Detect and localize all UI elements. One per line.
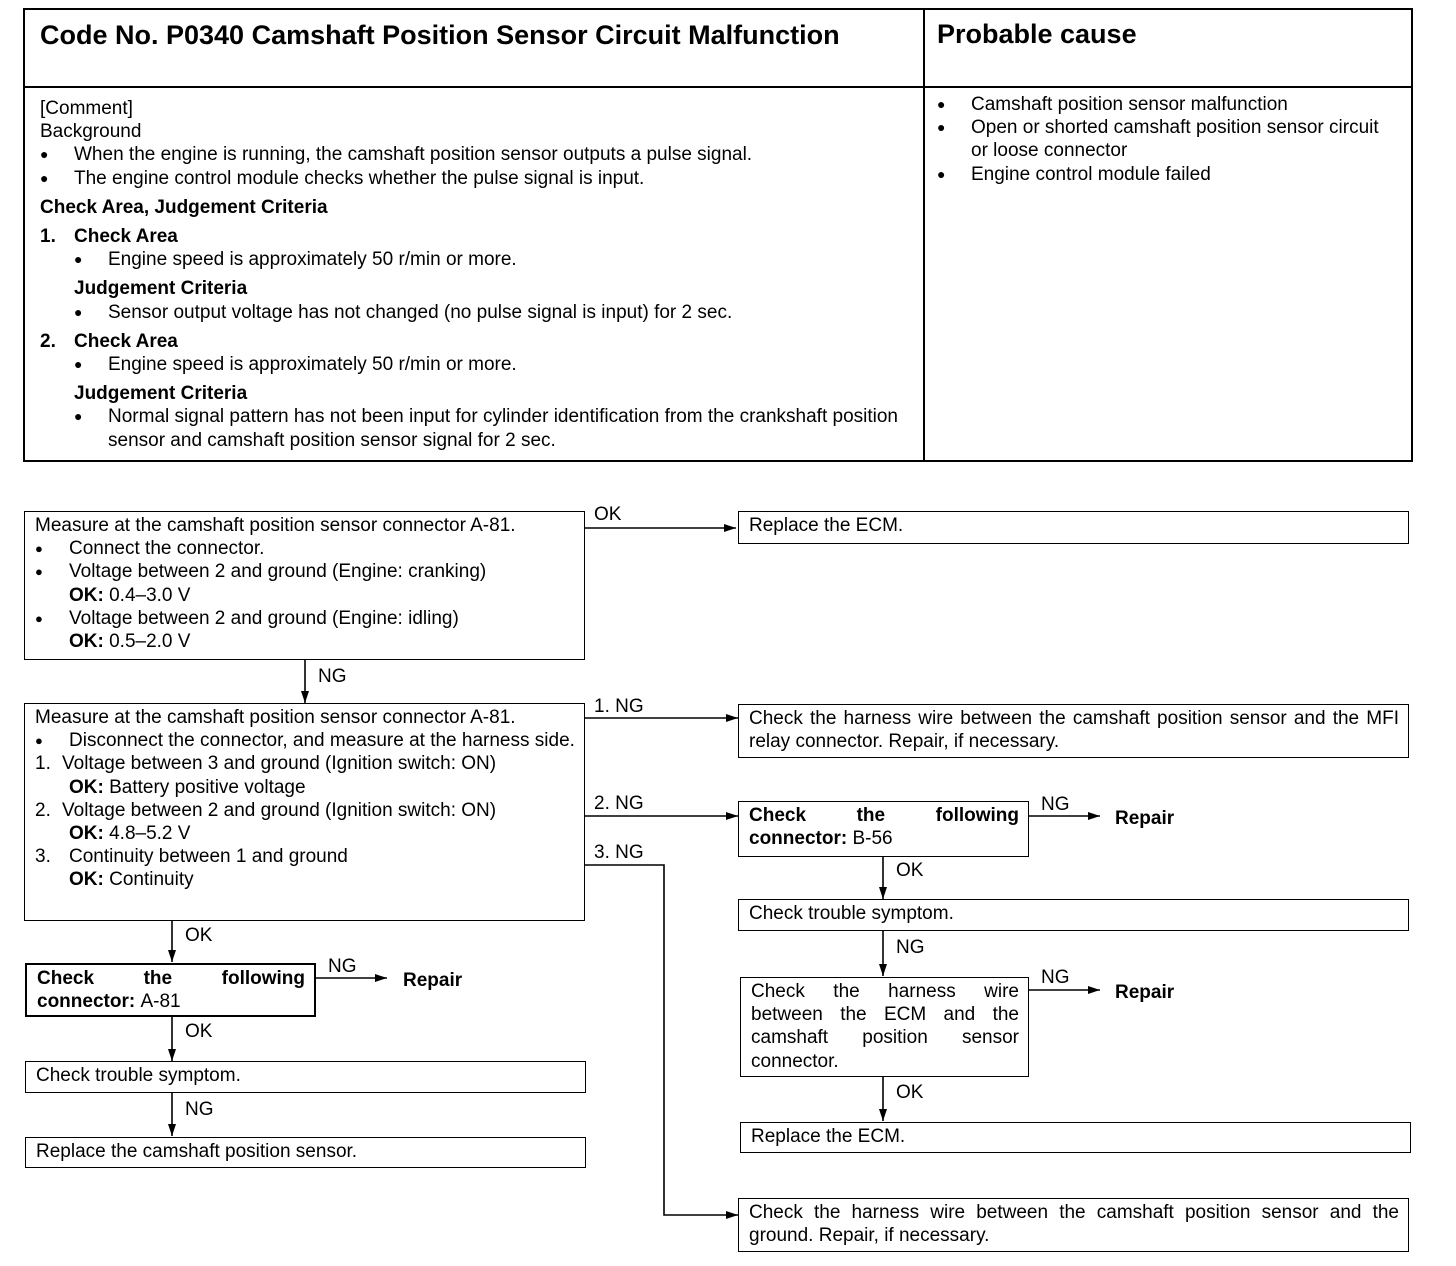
left-symptom-ng-label: NG: [185, 1099, 214, 1120]
b56-connector-value: B-56: [852, 828, 893, 850]
step2-ok-value: [35, 776, 575, 799]
ok-label: OK:: [69, 776, 104, 798]
cause-item: ● Camshaft position sensor malfunction: [937, 93, 1397, 116]
step2-item: [35, 845, 575, 868]
item-number: 3.: [35, 846, 51, 868]
ng3-label: 3. NG: [594, 842, 644, 863]
table-column-divider: [923, 10, 925, 460]
judgement-criteria-label: Judgement Criteria: [74, 278, 248, 300]
ng2-symptom-ng-label: NG: [896, 937, 925, 958]
ng3-harness-ground-box: [738, 1198, 1409, 1252]
step2-ok-label: OK: [185, 925, 213, 946]
check-area-label: Check Area: [74, 226, 178, 248]
ng2-trouble-symptom-text: Check trouble symptom.: [749, 903, 954, 924]
step2-item: [35, 799, 575, 822]
b56-ok-label: OK: [896, 860, 924, 881]
code-info-table: [23, 8, 1413, 462]
comment-label: [Comment]: [40, 98, 133, 119]
ecm-harness-check-text: Check the harness wire between the ECM and the camshaft position sensor connector.: [751, 981, 1019, 1072]
ok-label: OK:: [69, 823, 104, 845]
cause-item: ● Engine control module failed: [937, 163, 1397, 186]
b56-connector-label: Check the following connector:: [749, 805, 1019, 850]
step2-ok-value: [35, 822, 575, 845]
a81-connector-label: Check the following connector:: [37, 968, 305, 1013]
ng1-harness-check-box: [738, 704, 1409, 758]
item-number: 2.: [35, 799, 51, 821]
item-text: Voltage between 3 and ground (Ignition switch: ON): [62, 753, 497, 775]
ok-label: OK:: [69, 869, 104, 891]
replace-sensor-box: [25, 1137, 586, 1168]
check-2: [40, 330, 915, 452]
ok-value: Battery positive voltage: [109, 776, 306, 798]
replace-ecm-text: Replace the ECM.: [749, 515, 904, 536]
code-title: Code No. P0340 Camshaft Position Sensor Circuit Malfunction: [40, 20, 840, 50]
left-trouble-symptom-box: [25, 1061, 586, 1093]
step1-title: Measure at the camshaft position sensor connector A-81.: [35, 515, 516, 536]
b56-ng-label: NG: [1041, 794, 1070, 815]
ecm-harness-ng-label: NG: [1041, 967, 1070, 988]
ng2-replace-ecm-box: [740, 1122, 1411, 1153]
background-label: Background: [40, 121, 142, 143]
check-area-label: Check Area: [74, 330, 178, 352]
replace-ecm-box: [738, 511, 1409, 544]
step2-item: [35, 752, 575, 775]
ecm-harness-check-box: [740, 977, 1029, 1077]
judgement-criteria-item: ● Sensor output voltage has not changed (no pulse signal is input) for 2 sec.: [74, 301, 915, 324]
ng2-trouble-symptom-box: [738, 899, 1409, 931]
step2-measure-box: [24, 703, 585, 921]
step1-measure-box: [24, 511, 585, 660]
table-row-divider: [25, 86, 1411, 88]
ng2-replace-ecm-text: Replace the ECM.: [751, 1126, 906, 1147]
ng1-label: 1. NG: [594, 696, 644, 717]
item-text: Continuity between 1 and ground: [69, 846, 348, 868]
ecm-harness-ok-label: OK: [896, 1082, 924, 1103]
ng2-label: 2. NG: [594, 793, 644, 814]
step1-ng-label: NG: [318, 666, 347, 687]
step1-item: ● Connect the connector.: [35, 537, 575, 560]
background-item: ● When the engine is running, the camshaft position sensor outputs a pulse signal.: [40, 143, 915, 166]
a81-connector-value: A-81: [140, 991, 181, 1013]
check-heading: Check Area, Judgement Criteria: [40, 196, 328, 218]
probable-cause-heading: Probable cause: [937, 19, 1137, 49]
check-area-item: ● Engine speed is approximately 50 r/min or more.: [74, 353, 915, 376]
ok-value: 0.5–2.0 V: [109, 631, 191, 653]
step1-ok-value: [35, 630, 575, 653]
item-text: Voltage between 2 and ground (Ignition switch: ON): [62, 799, 497, 821]
b56-connector-box: [738, 801, 1029, 857]
a81-repair-label: Repair: [403, 970, 463, 991]
ecm-harness-repair-label: Repair: [1115, 982, 1175, 1003]
step1-ok-label: OK: [594, 504, 622, 525]
ng1-harness-check-text: Check the harness wire between the camshaft position sensor and the MFI relay connector. Repair, if necessary.: [749, 708, 1399, 753]
left-trouble-symptom-text: Check trouble symptom.: [36, 1065, 241, 1086]
ok-value: 4.8–5.2 V: [109, 823, 191, 845]
replace-sensor-text: Replace the camshaft position sensor.: [36, 1141, 358, 1162]
a81-ok-label: OK: [185, 1021, 213, 1042]
a81-connector-box: [25, 963, 316, 1017]
check-area-item: ● Engine speed is approximately 50 r/min or more.: [74, 248, 915, 271]
step2-ok-value: [35, 868, 575, 891]
step1-item: ● Voltage between 2 and ground (Engine: idling): [35, 607, 575, 630]
ok-label: OK:: [69, 584, 104, 606]
check-1: [40, 225, 915, 324]
comment-section: [40, 97, 915, 452]
judgement-criteria-label: Judgement Criteria: [74, 383, 248, 405]
probable-cause-list: [937, 93, 1397, 186]
b56-repair-label: Repair: [1115, 808, 1175, 829]
step2-bullet: ● Disconnect the connector, and measure at the harness side.: [35, 729, 575, 752]
ok-value: 0.4–3.0 V: [109, 584, 191, 606]
background-item: ● The engine control module checks whether the pulse signal is input.: [40, 167, 915, 190]
judgement-criteria-item: ● Normal signal pattern has not been input for cylinder identification from the crankshaft position sensor and camshaft position sensor signal for 2 sec.: [74, 405, 915, 451]
arrow-step2-ng3: [585, 865, 738, 1215]
a81-ng-label: NG: [328, 956, 357, 977]
cause-item: ● Open or shorted camshaft position sensor circuit or loose connector: [937, 116, 1397, 162]
step1-item: ● Voltage between 2 and ground (Engine: cranking): [35, 560, 575, 583]
ng3-harness-ground-text: Check the harness wire between the camshaft position sensor and the ground. Repair, if necessary.: [749, 1202, 1399, 1247]
step2-title: Measure at the camshaft position sensor connector A-81.: [35, 707, 516, 728]
check-number: 1.: [40, 226, 56, 248]
check-number: 2.: [40, 330, 56, 352]
ok-label: OK:: [69, 631, 104, 653]
step1-ok-value: [35, 584, 575, 607]
item-number: 1.: [35, 753, 51, 775]
ok-value: Continuity: [109, 869, 194, 891]
